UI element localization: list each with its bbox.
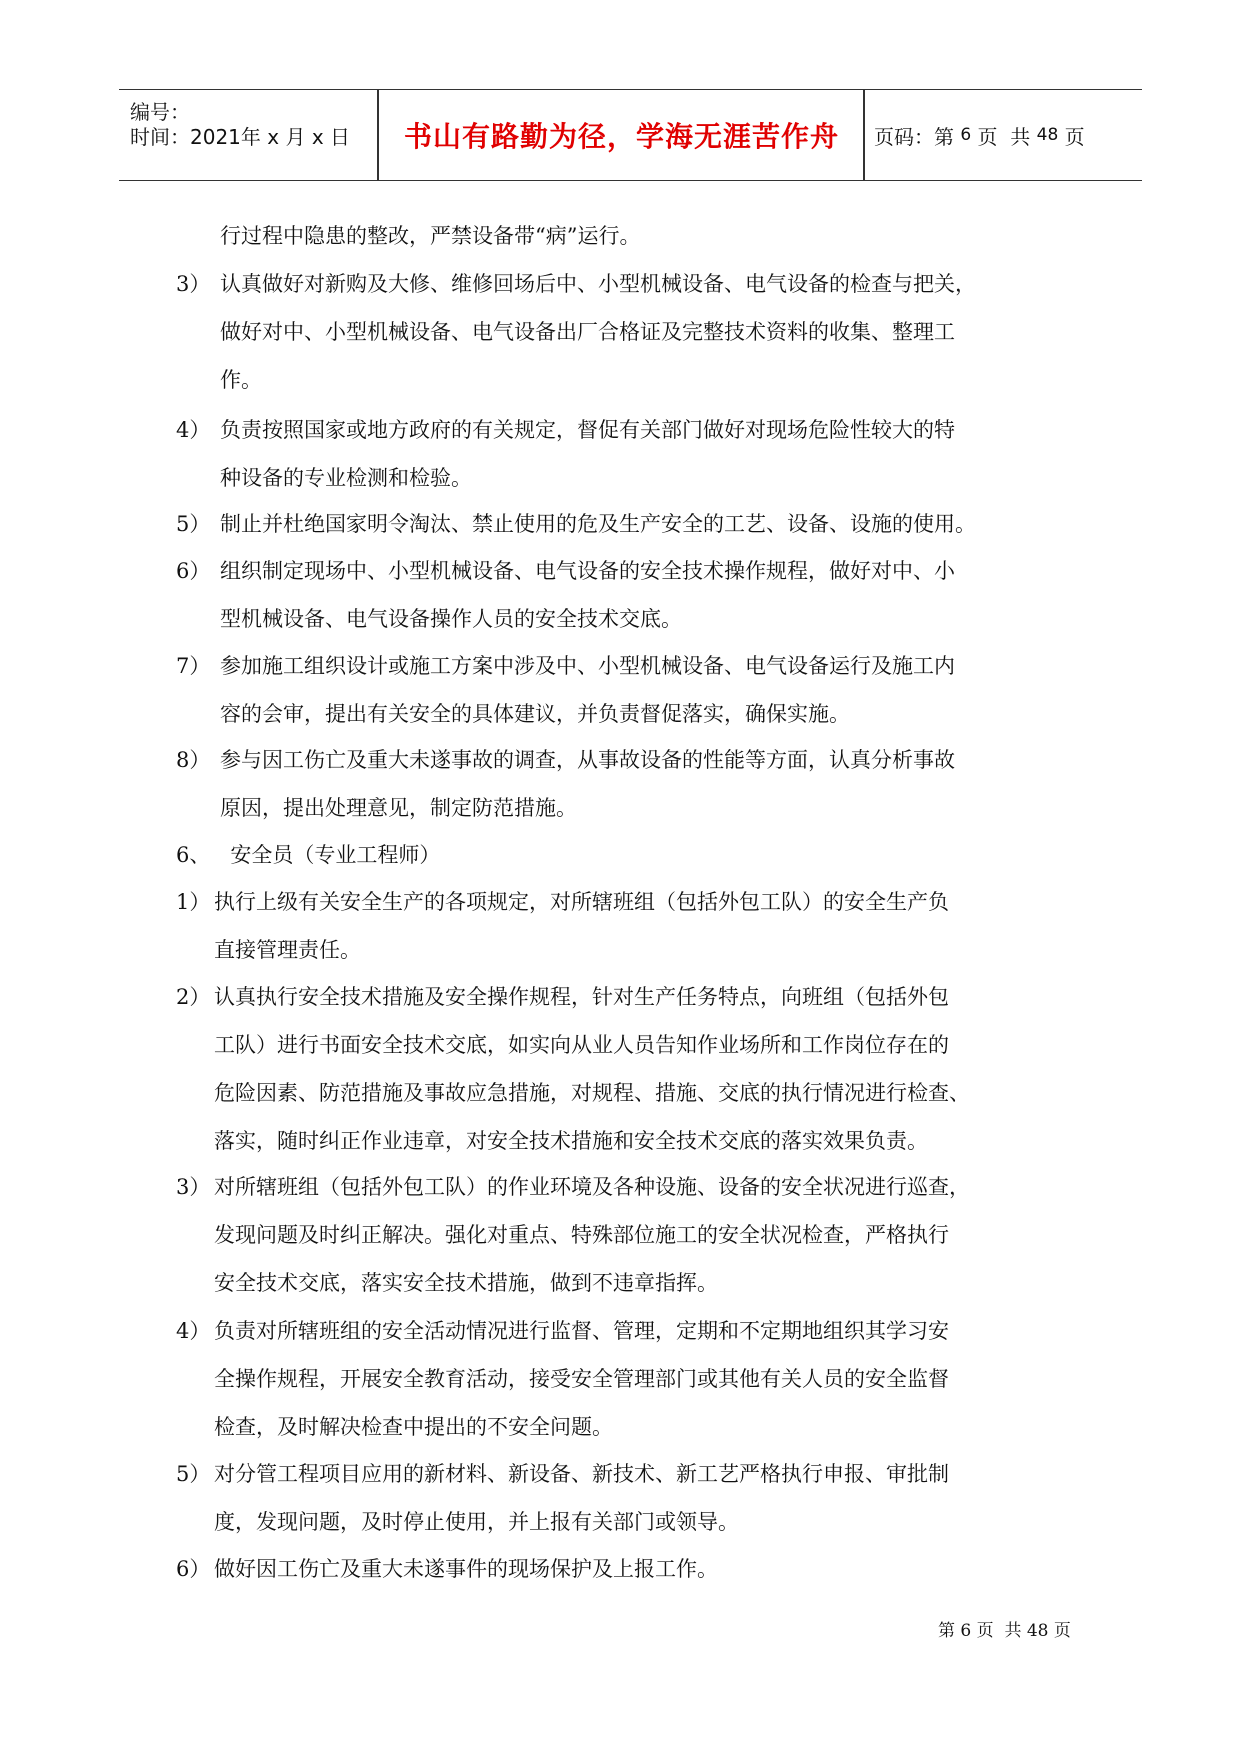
item-number: 1） [176, 890, 211, 914]
footer-mid: 页 共 [976, 1621, 1022, 1641]
item-line: 负责对所辖班组的安全活动情况进行监督、管理，定期和不定期地组织其学习安 [214, 1319, 949, 1343]
item-line: 危险因素、防范措施及事故应急措施，对规程、措施、交底的执行情况进行检查、 [214, 1081, 970, 1105]
list-item [176, 260, 1106, 404]
item-number: 8） [176, 748, 211, 772]
item-line: 对所辖班组（包括外包工队）的作业环境及各种设施、设备的安全状况进行巡查， [214, 1175, 970, 1199]
header-motto: 书山有路勤为径，学海无涯苦作舟 [403, 120, 839, 153]
header-month-unit: 月 [285, 125, 306, 149]
list-item [176, 1545, 1106, 1593]
item-line: 做好因工伤亡及重大未遂事件的现场保护及上报工作。 [214, 1557, 718, 1581]
footer-suffix: 页 [1053, 1621, 1071, 1641]
item-line: 容的会审，提出有关安全的具体建议，并负责督促落实，确保实施。 [220, 702, 850, 726]
list-item [176, 973, 1106, 1165]
header-page-info [874, 90, 1085, 180]
item-line: 检查，及时解决检查中提出的不安全问题。 [214, 1415, 613, 1439]
list-item [176, 1163, 1106, 1307]
footer-prefix: 第 [938, 1621, 955, 1641]
header-page-total: 48 [1036, 125, 1059, 145]
list-item [176, 1307, 1106, 1451]
item-line: 安全技术交底，落实安全技术措施，做到不违章指挥。 [214, 1271, 718, 1295]
header-page-mid: 页 共 [977, 124, 1031, 149]
header-divider-right [863, 90, 865, 180]
item-line: 制止并杜绝国家明令淘汰、禁止使用的危及生产安全的工艺、设备、设施的使用。 [220, 512, 976, 536]
header-year-unit: 年 [240, 125, 261, 149]
item-line: 参加施工组织设计或施工方案中涉及中、小型机械设备、电气设备运行及施工内 [220, 654, 955, 678]
page-footer [938, 1616, 1071, 1641]
item-number: 2） [176, 985, 211, 1009]
item-line: 直接管理责任。 [214, 938, 361, 962]
header-time [130, 121, 350, 150]
page-header [119, 89, 1142, 181]
item-number: 5） [176, 512, 211, 536]
header-page-prefix: 第 [934, 124, 954, 149]
item-line: 作。 [220, 368, 262, 392]
item-number: 4） [176, 1319, 211, 1343]
section-title: 安全员（专业工程师） [230, 843, 441, 867]
header-day-unit: 日 [330, 125, 351, 149]
item-line: 种设备的专业检测和检验。 [220, 466, 472, 490]
item-line: 对分管工程项目应用的新材料、新设备、新技术、新工艺严格执行申报、审批制 [214, 1462, 949, 1486]
header-month: x [267, 125, 280, 149]
item-line: 工队）进行书面安全技术交底，如实向从业人员告知作业场所和工作岗位存在的 [214, 1033, 949, 1057]
item-line: 认真做好对新购及大修、维修回场后中、小型机械设备、电气设备的检查与把关， [220, 272, 976, 296]
section-heading [176, 831, 440, 879]
header-year: 2021 [190, 125, 241, 149]
item-number: 7） [176, 654, 211, 678]
header-page-label: 页码： [874, 124, 934, 149]
header-meta [130, 90, 375, 180]
item-number: 6） [176, 559, 211, 583]
list-item [176, 642, 1106, 738]
item-number: 5） [176, 1462, 211, 1486]
item-line: 全操作规程，开展安全教育活动，接受安全管理部门或其他有关人员的安全监督 [214, 1367, 949, 1391]
item-line: 认真执行安全技术措施及安全操作规程，针对生产任务特点，向班组（包括外包 [214, 985, 949, 1009]
section-number: 6、 [176, 843, 211, 867]
item-line: 度，发现问题，及时停止使用，并上报有关部门或领导。 [214, 1510, 739, 1534]
list-item [176, 736, 1106, 832]
header-day: x [311, 125, 324, 149]
header-page-current: 6 [960, 125, 972, 145]
list-item [176, 500, 1106, 548]
item-line: 做好对中、小型机械设备、电气设备出厂合格证及完整技术资料的收集、整理工 [220, 320, 955, 344]
item-number: 6） [176, 1557, 211, 1581]
item-line: 组织制定现场中、小型机械设备、电气设备的安全技术操作规程，做好对中、小 [220, 559, 955, 583]
item-line: 发现问题及时纠正解决。强化对重点、特殊部位施工的安全状况检查，严格执行 [214, 1223, 949, 1247]
footer-current: 6 [960, 1621, 972, 1641]
item-line: 执行上级有关安全生产的各项规定，对所辖班组（包括外包工队）的安全生产负 [214, 890, 949, 914]
item-line: 参与因工伤亡及重大未遂事故的调查，从事故设备的性能等方面，认真分析事故 [220, 748, 955, 772]
header-time-label: 时间： [130, 125, 190, 149]
list-item [176, 547, 1106, 643]
item-number: 3） [176, 272, 211, 296]
item-line: 负责按照国家或地方政府的有关规定，督促有关部门做好对现场危险性较大的特 [220, 418, 955, 442]
list-item [176, 1450, 1106, 1546]
header-page-suffix: 页 [1064, 124, 1085, 149]
list-item [176, 406, 1106, 502]
item-number: 3） [176, 1175, 211, 1199]
item-line: 型机械设备、电气设备操作人员的安全技术交底。 [220, 607, 682, 631]
item-number: 4） [176, 418, 211, 442]
list-item [176, 878, 1106, 974]
item-line: 原因，提出处理意见，制定防范措施。 [220, 796, 577, 820]
item-line: 落实，随时纠正作业违章，对安全技术措施和安全技术交底的落实效果负责。 [214, 1129, 928, 1153]
continuation-text: 行过程中隐患的整改，严禁设备带“病”运行。 [220, 224, 641, 248]
header-number-label: 编号： [130, 100, 190, 124]
footer-total: 48 [1026, 1621, 1049, 1641]
